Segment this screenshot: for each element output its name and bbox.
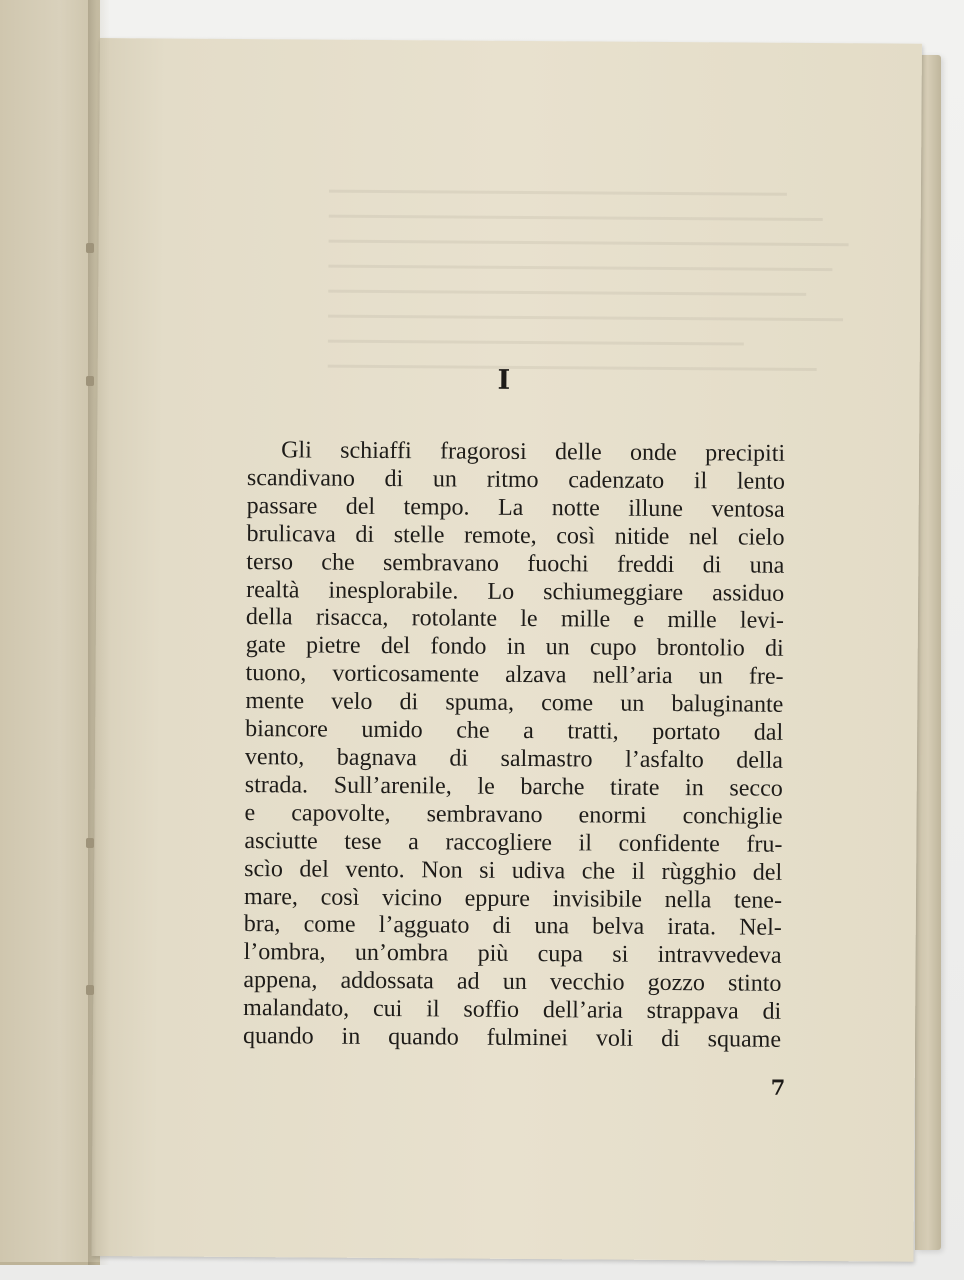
text-line: mare, così vicino eppure invisibile nella tene- [243,883,783,914]
binding-stitch [86,985,94,995]
chapter-body-text [243,437,785,1055]
text-line: strada. Sull’arenile, le barche tirate in secco [244,771,783,802]
binding-stitch [86,838,94,848]
chapter-number: I [497,364,511,396]
left-page-edge [0,0,100,1265]
book-gutter-shadow [88,0,110,1265]
text-line: biancore umido che a tratti, portato dal [245,716,784,746]
text-line: l’ombra, un’ombra più cupa si intravvedeva [243,939,782,970]
text-line: e capovolte, sembravano enormi conchiglie [244,799,783,830]
text-line: quando in quando fulminei voli di squame [242,1023,782,1053]
text-line: tuono, vorticosamente alzava nell’aria un fre- [245,660,784,691]
text-line: gate pietre del fondo in un cupo brontolio di [245,632,784,663]
text-line: della risacca, rotolante le mille e mille levi- [245,604,785,635]
text-line: malandato, cui il soffio dell’aria strappava di [243,995,782,1025]
text-line: Gli schiaffi fragorosi delle onde precipiti [281,437,786,467]
book-page [91,38,921,1262]
text-line: realtà inesplorabile. Lo schiumeggiare assiduo [246,576,785,607]
text-line: asciutte tese a raccogliere il confidente fru- [244,827,783,858]
text-line: appena, addossata ad un vecchio gozzo stinto [243,967,782,997]
text-line: bra, come l’agguato di una belva irata. Nel- [243,911,782,942]
text-line: brulicava di stelle remote, così nitide nel cielo [246,520,785,551]
text-line: mente velo di spuma, come un baluginante [245,688,784,718]
text-line: vento, bagnava di salmastro l’asfalto della [244,743,784,774]
text-line: terso che sembravano fuochi freddi di una [246,548,785,579]
show-through-text [327,190,849,444]
page-number: 7 [770,1074,786,1100]
text-line: passare del tempo. La notte illune ventosa [246,492,785,523]
binding-stitch [86,243,94,253]
binding-stitch [86,376,94,386]
text-line: scìo del vento. Non si udiva che il rùgghio del [244,855,783,886]
text-line: scandivano di un ritmo cadenzato il lento [246,464,786,495]
